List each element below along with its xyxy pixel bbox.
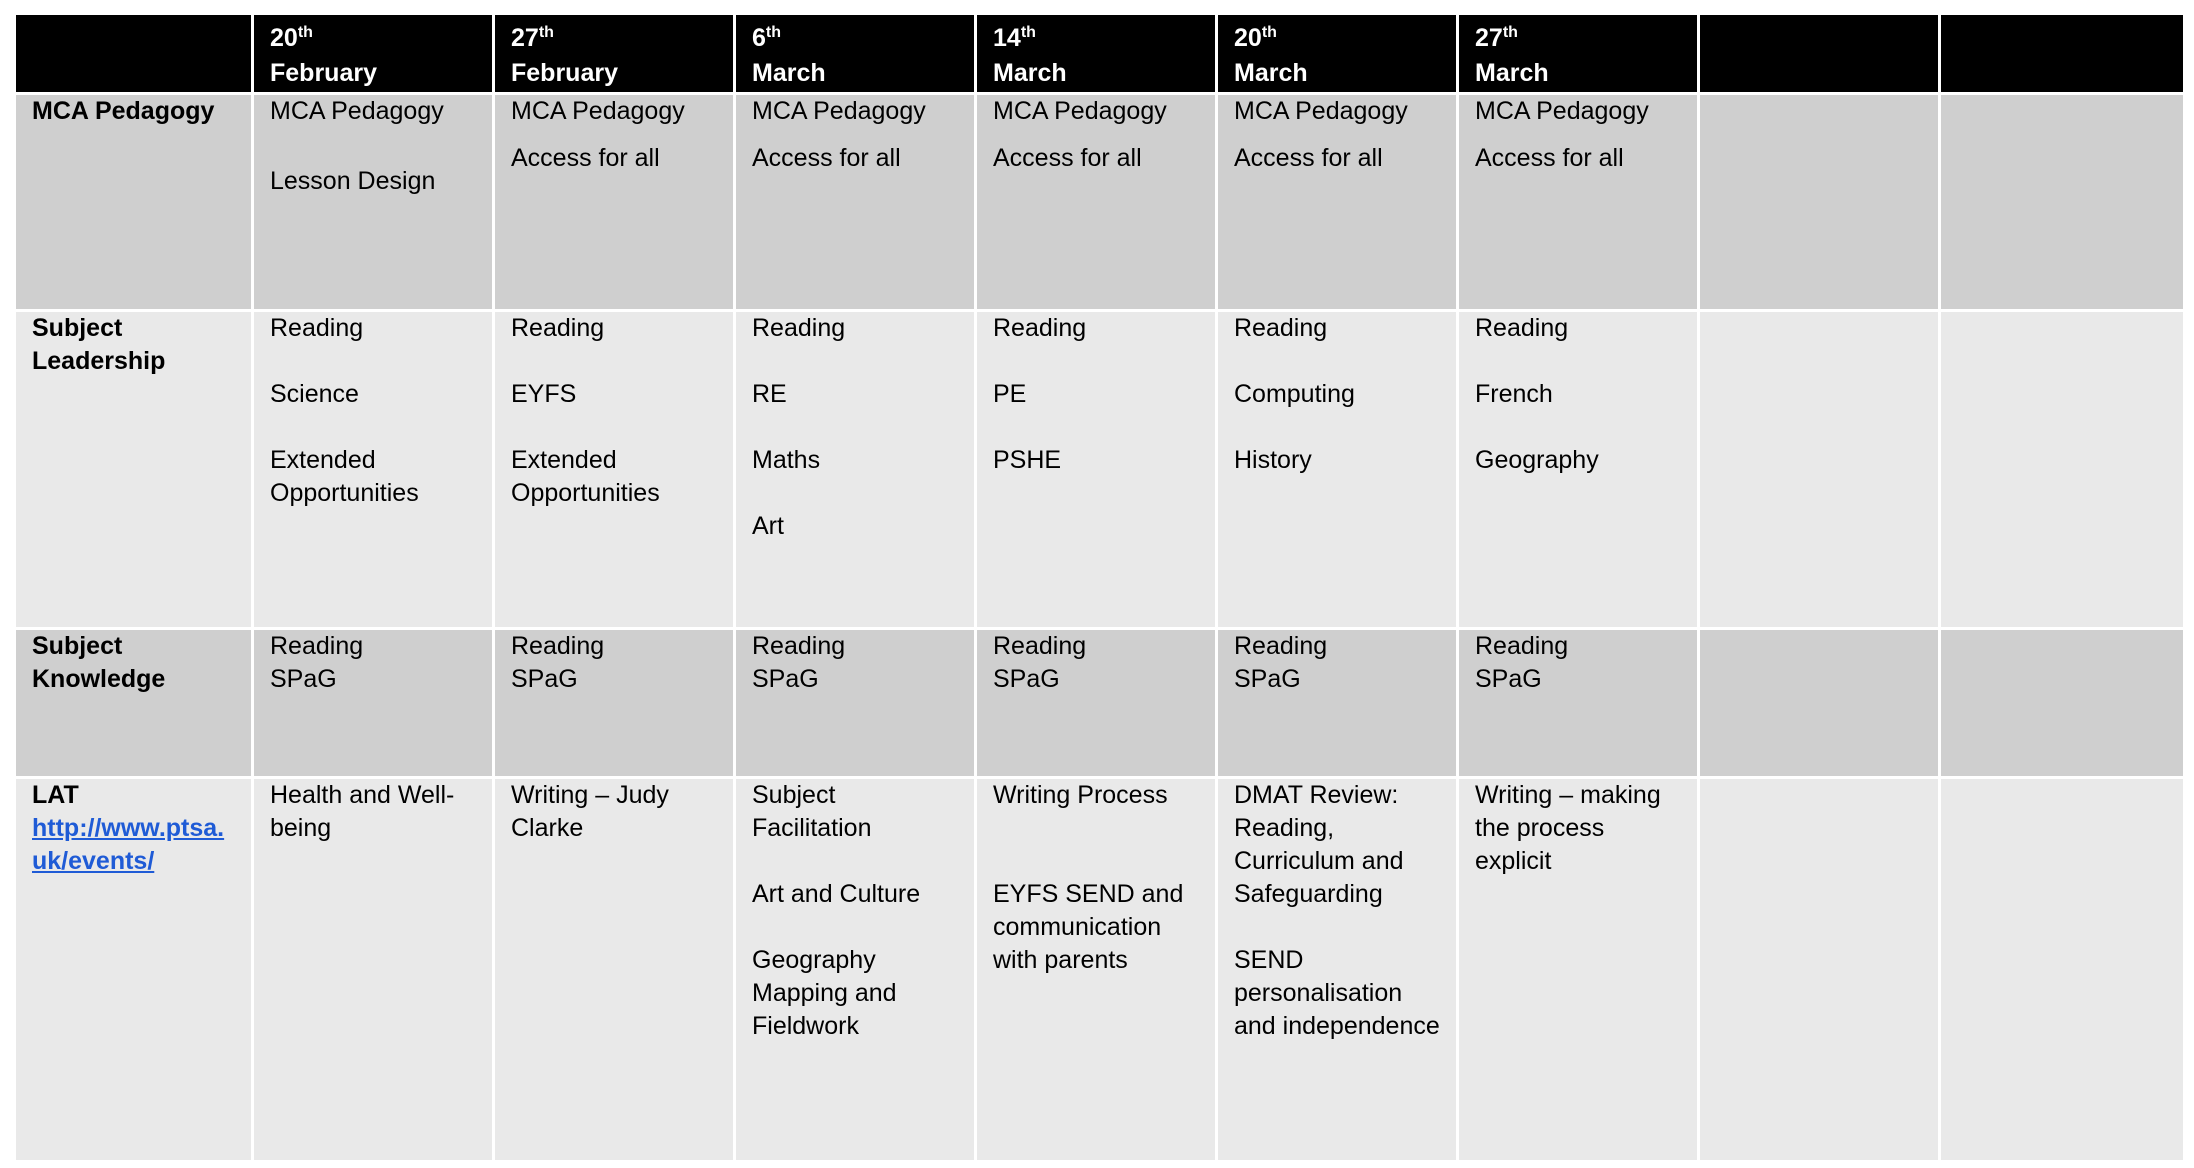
cell-entry: EYFS SEND and communication with parents: [993, 880, 1184, 974]
date-month: February: [511, 59, 618, 87]
cell-entry: Reading: [511, 632, 605, 660]
cell-entry: Access for all: [993, 144, 1142, 172]
cell-entry: MCA Pedagogy: [1475, 97, 1649, 125]
cell-entry: Writing – making the process explicit: [1475, 781, 1661, 875]
cell-entry: MCA Pedagogy: [270, 97, 444, 125]
cell-entry: Science: [270, 380, 359, 408]
table-cell: [735, 629, 976, 778]
date-month: March: [993, 59, 1067, 87]
table-cell: [976, 629, 1217, 778]
table-cell: [1458, 778, 1699, 1162]
table-cell: [253, 311, 494, 629]
date-month: February: [270, 59, 377, 87]
date-day: 20: [1234, 24, 1262, 52]
header-date-cell: [494, 14, 735, 94]
table-cell: [976, 311, 1217, 629]
cell-entry: Subject Facilitation: [752, 781, 872, 842]
cell-entry: Reading: [993, 632, 1087, 660]
header-date-cell: [735, 14, 976, 94]
table-cell: [494, 311, 735, 629]
date-suffix: th: [1261, 24, 1277, 41]
cell-entry: SPaG: [1475, 665, 1542, 693]
table-cell: [253, 629, 494, 778]
empty-cell: [1699, 629, 1940, 778]
cell-entry: Maths: [752, 446, 821, 474]
cell-entry: Reading: [1234, 314, 1328, 342]
table-cell: [253, 94, 494, 311]
table-cell: [1217, 94, 1458, 311]
events-link[interactable]: http://www.ptsa.uk/events/: [32, 814, 225, 875]
row-label: MCA Pedagogy: [32, 97, 215, 125]
cell-entry: Access for all: [1234, 144, 1383, 172]
cell-entry: MCA Pedagogy: [752, 97, 926, 125]
header-date-cell: [976, 14, 1217, 94]
cell-entry: SPaG: [1234, 665, 1301, 693]
table-cell: [1217, 629, 1458, 778]
cell-entry: Health and Well-being: [270, 781, 455, 842]
empty-cell: [1940, 778, 2185, 1162]
cell-entry: RE: [752, 380, 787, 408]
table-cell: [735, 778, 976, 1162]
header-date-cell: [1458, 14, 1699, 94]
date-suffix: th: [1020, 24, 1036, 41]
table-cell: [494, 629, 735, 778]
date-day: 27: [511, 24, 539, 52]
date-day: 14: [993, 24, 1021, 52]
row-label-cell: [15, 94, 253, 311]
empty-cell: [1699, 778, 1940, 1162]
cell-entry: French: [1475, 380, 1553, 408]
cell-entry: Reading: [270, 632, 364, 660]
table-cell: [253, 778, 494, 1162]
table-cell: [1217, 311, 1458, 629]
table-cell: [735, 94, 976, 311]
row-label: LAT: [32, 781, 79, 809]
row-label-cell: [15, 311, 253, 629]
table-cell: [1458, 311, 1699, 629]
date-suffix: th: [765, 24, 782, 41]
date-suffix: th: [538, 24, 554, 41]
row-label: Subject Leadership: [32, 314, 166, 375]
row-mca-pedagogy: [15, 94, 2185, 311]
row-subject-leadership: [15, 311, 2185, 629]
cell-entry: Reading: [270, 314, 364, 342]
cell-entry: Geography Mapping and Fieldwork: [752, 946, 897, 1040]
cell-entry: MCA Pedagogy: [993, 97, 1167, 125]
empty-cell: [1940, 94, 2185, 311]
cell-entry: Writing – Judy Clarke: [511, 781, 669, 842]
table-cell: [1217, 778, 1458, 1162]
cell-entry: Access for all: [1475, 144, 1624, 172]
cell-entry: SPaG: [511, 665, 578, 693]
cell-entry: SPaG: [752, 665, 819, 693]
cell-entry: Writing Process: [993, 781, 1168, 809]
header-empty-cell: [1940, 14, 2185, 94]
header-date-cell: [1217, 14, 1458, 94]
table-cell: [976, 94, 1217, 311]
header-date-cell: [253, 14, 494, 94]
cell-entry: Access for all: [752, 144, 901, 172]
table-cell: [735, 311, 976, 629]
cell-entry: Reading: [1475, 632, 1569, 660]
cell-entry: Art and Culture: [752, 880, 921, 908]
cell-entry: DMAT Review: Reading, Curriculum and Safeguarding: [1234, 781, 1404, 908]
schedule-table: [13, 12, 2186, 1163]
cell-entry: Reading: [511, 314, 605, 342]
header-row: [15, 14, 2185, 94]
cell-entry: MCA Pedagogy: [511, 97, 685, 125]
date-day: 6: [752, 24, 766, 52]
date-suffix: th: [297, 24, 313, 41]
empty-cell: [1699, 311, 1940, 629]
cell-entry: Reading: [752, 314, 846, 342]
table-cell: [494, 778, 735, 1162]
cell-entry: Reading: [752, 632, 846, 660]
cell-entry: Extended Opportunities: [270, 446, 419, 507]
header-corner-cell: [15, 14, 253, 94]
cell-entry: Reading: [1475, 314, 1569, 342]
date-day: 27: [1475, 24, 1503, 52]
date-month: March: [1475, 59, 1549, 87]
cell-entry: MCA Pedagogy: [1234, 97, 1408, 125]
cell-entry: Computing: [1234, 380, 1355, 408]
cell-entry: PE: [993, 380, 1027, 408]
date-suffix: th: [1502, 24, 1518, 41]
row-lat: [15, 778, 2185, 1162]
row-label: Subject Knowledge: [32, 632, 166, 693]
date-month: March: [752, 59, 826, 87]
row-label-cell: [15, 629, 253, 778]
table-cell: [976, 778, 1217, 1162]
cell-entry: Reading: [993, 314, 1087, 342]
table-cell: [1458, 629, 1699, 778]
cell-entry: Reading: [1234, 632, 1328, 660]
empty-cell: [1699, 94, 1940, 311]
cell-entry: SPaG: [993, 665, 1060, 693]
cell-entry: Lesson Design: [270, 167, 436, 195]
row-subject-knowledge: [15, 629, 2185, 778]
cell-entry: Access for all: [511, 144, 660, 172]
date-month: March: [1234, 59, 1308, 87]
row-label-cell: [15, 778, 253, 1162]
date-day: 20: [270, 24, 298, 52]
empty-cell: [1940, 311, 2185, 629]
cell-entry: Extended Opportunities: [511, 446, 660, 507]
cell-entry: History: [1234, 446, 1312, 474]
table-cell: [494, 94, 735, 311]
cell-entry: Geography: [1475, 446, 1599, 474]
header-empty-cell: [1699, 14, 1940, 94]
cell-entry: SPaG: [270, 665, 337, 693]
cell-entry: Art: [752, 512, 784, 540]
cell-entry: EYFS: [511, 380, 577, 408]
cell-entry: PSHE: [993, 446, 1062, 474]
table-cell: [1458, 94, 1699, 311]
cell-entry: SEND personalisation and independence: [1234, 946, 1440, 1040]
empty-cell: [1940, 629, 2185, 778]
